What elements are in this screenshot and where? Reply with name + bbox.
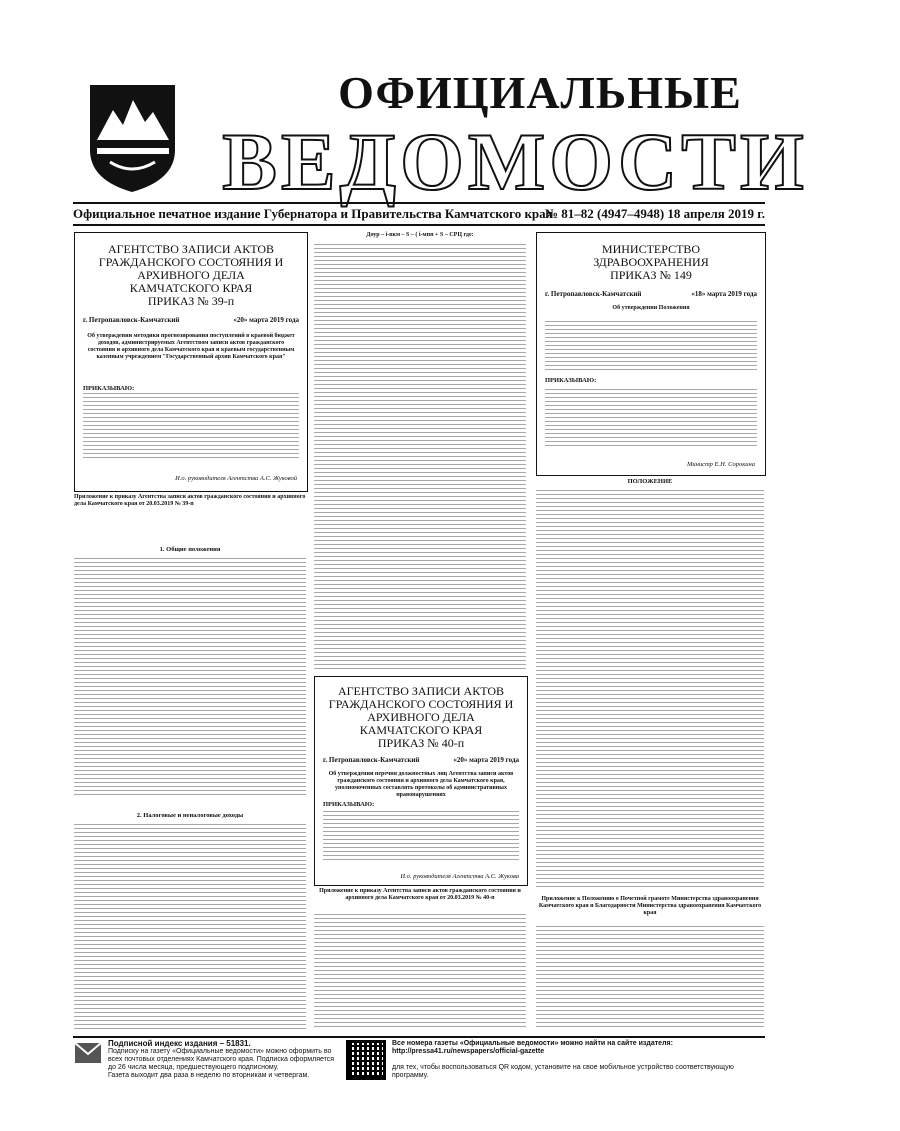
subscription-title: Подписной индекс издания – 51831. bbox=[108, 1039, 251, 1048]
order-149-body-text bbox=[545, 389, 757, 449]
regulation-section bbox=[536, 478, 764, 1030]
order-39-appendix bbox=[74, 494, 306, 1030]
order-40-number: ПРИКАЗ № 40-п bbox=[377, 736, 465, 750]
regulation-form-fields bbox=[536, 926, 764, 1030]
order-149-box bbox=[536, 232, 766, 476]
methodology-text bbox=[314, 244, 526, 672]
order-39-number: ПРИКАЗ № 39-п bbox=[147, 294, 235, 308]
order-149-meta bbox=[545, 290, 757, 299]
envelope-icon bbox=[74, 1042, 102, 1064]
issue-number: № 81–82 (4947–4948) 18 апреля 2019 г. bbox=[544, 206, 765, 221]
order-149-city: г. Петропавловск-Камчатский bbox=[545, 290, 642, 298]
order-39-body-text bbox=[83, 393, 299, 461]
order-39-box bbox=[74, 232, 308, 492]
masthead-subtitle: Официальное печатное издание Губернатора и Правительства Камчатского края bbox=[73, 206, 553, 221]
order-149-date: «18» марта 2019 года bbox=[691, 290, 757, 298]
regulation-form-title: Приложение к Положению о Почетной грамоте Министерства здравоохранения Камчатского края и Благодарности Министерства здравоохранения Камчатского края bbox=[538, 896, 762, 916]
order-39-date: «20» марта 2019 года bbox=[233, 316, 299, 324]
order-39-section-1: 1. Общие положения bbox=[159, 546, 221, 553]
order-39-meta bbox=[83, 316, 299, 325]
order-149-action: ПРИКАЗЫВАЮ: bbox=[545, 377, 597, 384]
formula-line: Доур – i-вкм – S – ( i-мпп + S – СРЦ где: bbox=[366, 232, 474, 238]
order-40-subject: Об утверждении перечня должностных лиц Агентства записи актов гражданского состояния и архивного дела Камчатского края, уполномоченных составлять протоколы об административных правонарушениях bbox=[328, 771, 514, 798]
masthead-title-line1: ОФИЦИАЛЬНЫЕ bbox=[338, 67, 742, 118]
order-39-subject: Об утверждении методики прогнозирования поступлений в краевой бюджет доходов, администрируемых Агентством записи актов гражданского состояния и архивного дела Камчатского края и краевым государственным казенным учреждением "Государственный архив Камчатского края" bbox=[87, 333, 295, 360]
order-39-section-2: 2. Налоговые и неналоговые доходы bbox=[136, 812, 244, 819]
kamchatka-emblem bbox=[85, 80, 180, 195]
order-40-appendix-title: Приложение к приказу Агентства записи актов гражданского состояния и архивного дела Камчатского края от 20.03.2019 № 40-п bbox=[319, 888, 521, 901]
order-40-agency: АГЕНТСТВО ЗАПИСИ АКТОВ ГРАЖДАНСКОГО СОСТОЯНИЯ И АРХИВНОГО ДЕЛА КАМЧАТСКОГО КРАЯ bbox=[328, 684, 514, 737]
order-149-signature: Министр Е.Н. Сорокина bbox=[686, 461, 755, 468]
order-40-appendix bbox=[314, 888, 526, 1030]
subscription-block bbox=[108, 1040, 338, 1080]
website-text: Все номера газеты «Официальные ведомости» можно найти на сайте издателя: http://pressa41.ru/newspapers/official-gazette bbox=[392, 1040, 673, 1055]
order-40-city: г. Петропавловск-Камчатский bbox=[323, 756, 420, 764]
masthead-rule-bottom bbox=[73, 224, 765, 226]
regulation-text bbox=[536, 490, 764, 888]
order-40-action: ПРИКАЗЫВАЮ: bbox=[323, 801, 375, 808]
methodology-continuation bbox=[314, 232, 526, 672]
regulation-title: ПОЛОЖЕНИЕ bbox=[627, 478, 673, 485]
order-39-agency: АГЕНТСТВО ЗАПИСИ АКТОВ ГРАЖДАНСКОГО СОСТОЯНИЯ И АРХИВНОГО ДЕЛА КАМЧАТСКОГО КРАЯ bbox=[98, 242, 284, 295]
masthead-title-line2: ВЕДОМОСТИ bbox=[222, 116, 808, 207]
order-39-city: г. Петропавловск-Камчатский bbox=[83, 316, 180, 324]
order-40-signature: И.о. руководителя Агентства А.С. Жукова bbox=[400, 873, 519, 880]
order-40-appendix-text bbox=[314, 914, 526, 1030]
qr-instructions: для тех, чтобы воспользоваться QR кодом, установите на свое мобильное устройство соответствующую программу. bbox=[392, 1064, 734, 1079]
order-40-body-text bbox=[323, 811, 519, 863]
order-39-appendix-text-2 bbox=[74, 824, 306, 1030]
order-149-preamble bbox=[545, 321, 757, 371]
qr-code-icon bbox=[346, 1040, 386, 1080]
order-39-signature: И.о. руководителя Агентства А.С. Жуковой bbox=[175, 475, 297, 482]
subscription-text: Подписку на газету «Официальные ведомости» можно оформить во всех почтовых отделениях Камчатского края. Подписка оформляется до 26 числа месяца, предшествующего подписному. bbox=[108, 1048, 335, 1071]
order-149-number: ПРИКАЗ № 149 bbox=[610, 268, 692, 282]
order-149-ministry: МИНИСТЕРСТВО ЗДРАВООХРАНЕНИЯ bbox=[593, 242, 709, 269]
order-40-box bbox=[314, 676, 528, 886]
website-block bbox=[392, 1040, 764, 1080]
order-39-appendix-text-1 bbox=[74, 558, 306, 798]
order-40-date: «20» марта 2019 года bbox=[453, 756, 519, 764]
order-39-action: ПРИКАЗЫВАЮ: bbox=[83, 385, 135, 392]
order-149-subject: Об утверждении Положения bbox=[612, 305, 690, 311]
order-40-meta bbox=[323, 756, 519, 765]
order-39-appendix-title: Приложение к приказу Агентства записи актов гражданского состояния и архивного дела Камчатского края от 20.03.2019 № 39-п bbox=[74, 494, 306, 507]
publication-frequency: Газета выходит два раза в неделю по вторникам и четвергам. bbox=[108, 1072, 310, 1079]
masthead-subtitle-bar bbox=[73, 206, 765, 222]
masthead-rule-top bbox=[73, 202, 765, 204]
footer-rule bbox=[73, 1036, 765, 1038]
